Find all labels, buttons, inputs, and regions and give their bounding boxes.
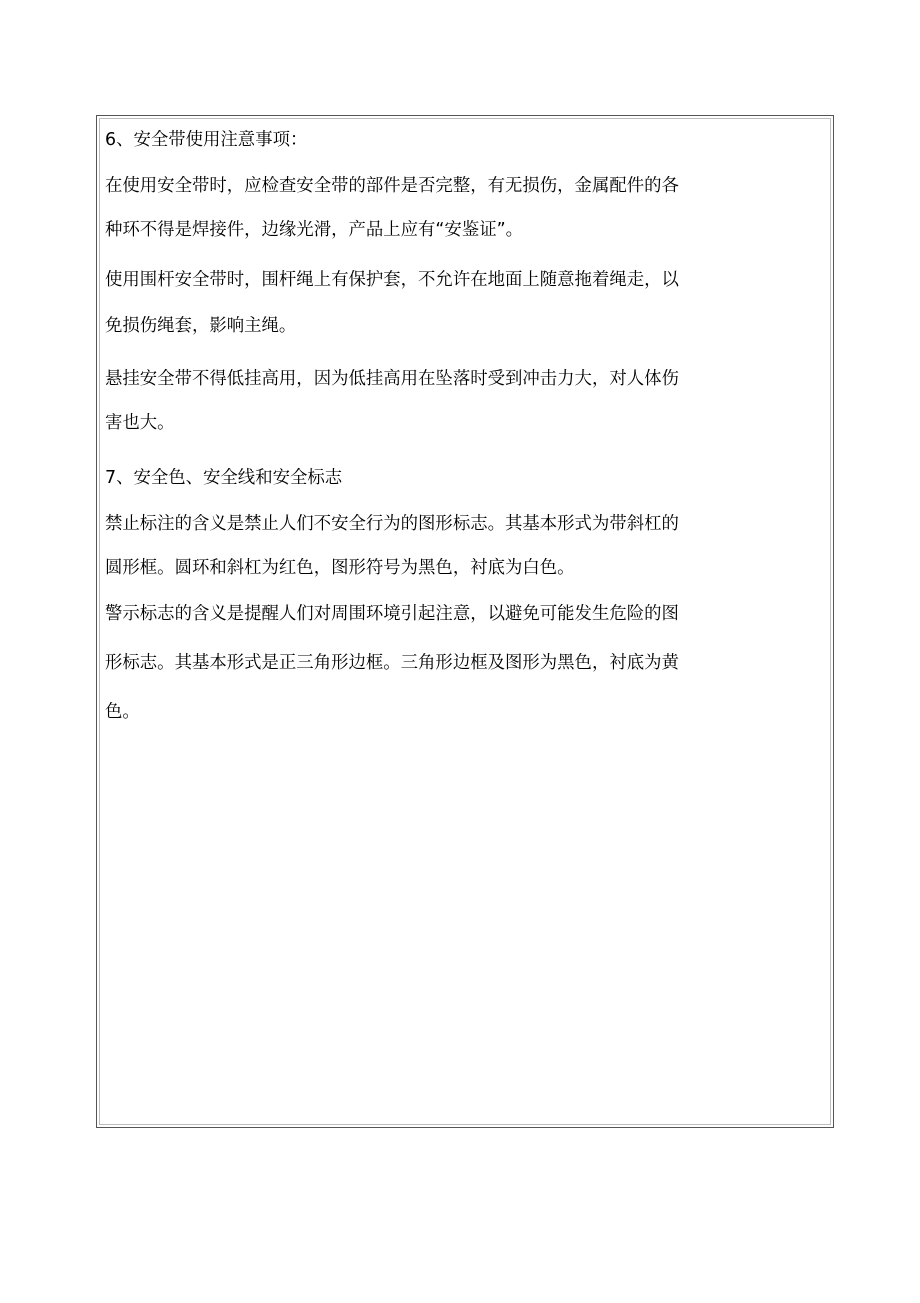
paragraph-line: 禁止标注的含义是禁止人们不安全行为的图形标志。其基本形式为带斜杠的 bbox=[105, 514, 679, 534]
paragraph-line: 色。 bbox=[105, 702, 140, 722]
paragraph-line: 悬挂安全带不得低挂高用，因为低挂高用在坠落时受到冲击力大，对人体伤 bbox=[105, 369, 679, 389]
paragraph-line: 免损伤绳套，影响主绳。 bbox=[105, 316, 297, 336]
section-7-heading: 7、安全色、安全线和安全标志 bbox=[105, 468, 343, 488]
paragraph-line: 圆形框。圆环和斜杠为红色，图形符号为黑色，衬底为白色。 bbox=[105, 558, 575, 578]
paragraph-line: 种环不得是焊接件，边缘光滑，产品上应有“安鉴证”。 bbox=[105, 220, 524, 240]
paragraph-line: 使用围杆安全带时，围杆绳上有保护套，不允许在地面上随意拖着绳走，以 bbox=[105, 270, 679, 290]
paragraph-line: 警示标志的含义是提醒人们对周围环境引起注意，以避免可能发生危险的图 bbox=[105, 604, 679, 624]
paragraph-line: 形标志。其基本形式是正三角形边框。三角形边框及图形为黑色，衬底为黄 bbox=[105, 653, 679, 673]
section-6-heading: 6、安全带使用注意事项： bbox=[105, 130, 308, 150]
paragraph-line: 在使用安全带时，应检查安全带的部件是否完整，有无损伤，金属配件的各 bbox=[105, 176, 679, 196]
paragraph-line: 害也大。 bbox=[105, 413, 175, 433]
